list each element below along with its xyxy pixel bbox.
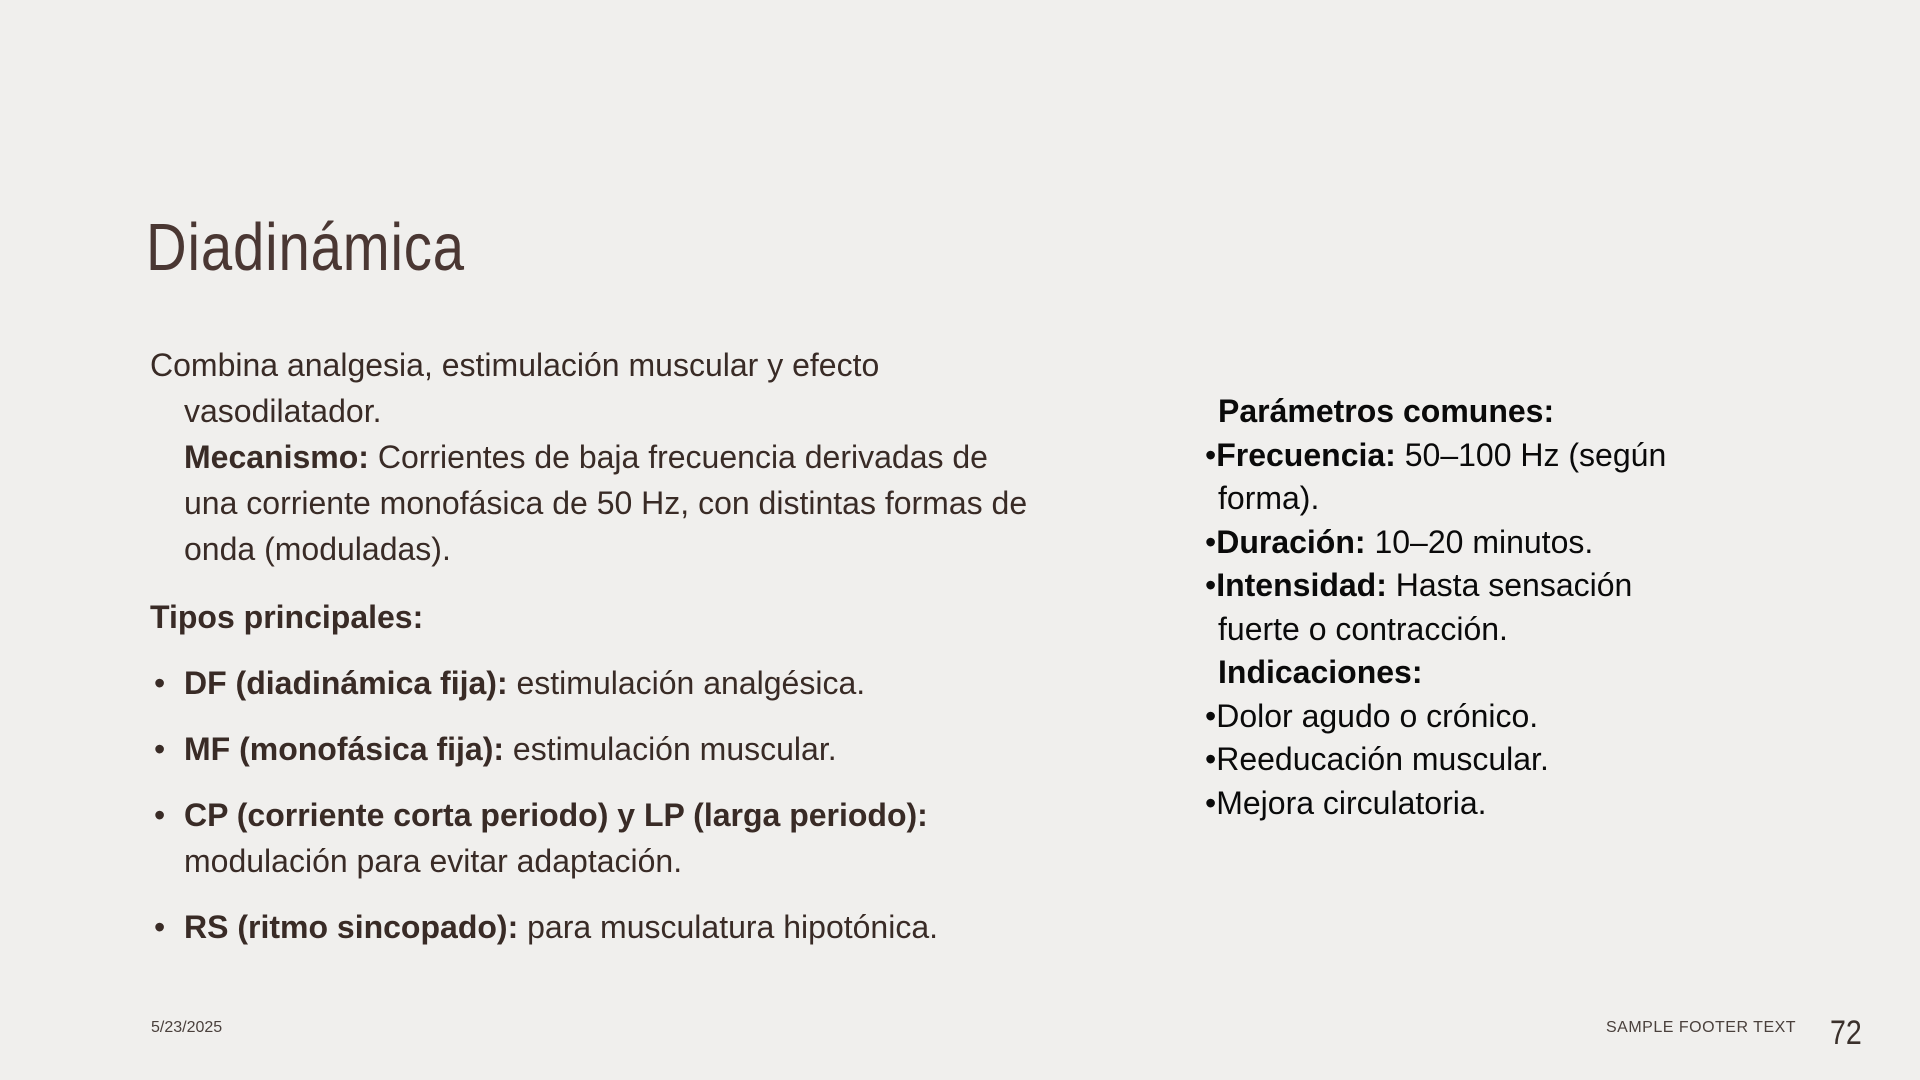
- text-line: [150, 480, 1028, 526]
- text-line: [1205, 608, 1845, 652]
- text: modulación para evitar adaptación.: [184, 843, 683, 879]
- text: Hasta sensación: [1386, 567, 1633, 603]
- bullet-line: [150, 792, 950, 838]
- text: onda (moduladas).: [184, 531, 451, 567]
- bullet-line: [150, 660, 950, 706]
- slide-title: [146, 210, 526, 285]
- text: Combina analgesia, estimulación muscular y efecto: [150, 347, 880, 383]
- text-line: [150, 838, 950, 884]
- bold-text: MF (monofásica fija):: [184, 731, 505, 767]
- bullet-marker-icon: •: [154, 797, 166, 833]
- bullet-line: [1205, 564, 1845, 608]
- text: fuerte o contracción.: [1218, 610, 1508, 647]
- bullet-line: [1205, 782, 1845, 826]
- footer-text: SAMPLE FOOTER TEXT: [1606, 1019, 1797, 1036]
- bullet-marker-icon: •: [1205, 741, 1217, 777]
- text: Reeducación muscular.: [1216, 741, 1549, 777]
- bold-text: Mecanismo:: [184, 439, 369, 475]
- bullet-marker-icon: •: [1205, 784, 1217, 821]
- page-number: [1830, 1014, 1868, 1053]
- text-line: [1205, 477, 1845, 521]
- bullet-marker-icon: •: [154, 665, 166, 701]
- bullet-line: [150, 726, 950, 772]
- text-line: [1205, 390, 1845, 434]
- bold-text: Frecuencia:: [1216, 436, 1396, 473]
- text-line: [150, 526, 950, 572]
- text: vasodilatador.: [184, 393, 382, 429]
- text: 50–100 Hz (según: [1395, 436, 1667, 473]
- bullet-line: [150, 904, 950, 950]
- text: para musculatura hipotónica.: [518, 909, 939, 945]
- bold-text: Tipos principales:: [150, 599, 424, 635]
- text-line: [150, 434, 988, 480]
- page-number-text: 72: [1830, 1014, 1862, 1052]
- bullet-marker-icon: •: [154, 909, 166, 945]
- bullet-line: [1205, 738, 1845, 782]
- text: 10–20 minutos.: [1365, 523, 1594, 560]
- footer-date: 5/23/2025: [151, 1019, 223, 1036]
- bold-text: DF (diadinámica fija):: [184, 665, 508, 701]
- bold-text: Intensidad:: [1216, 567, 1387, 603]
- bullet-marker-icon: •: [1205, 697, 1217, 734]
- bullet-marker-icon: •: [1205, 523, 1217, 560]
- bold-text: Parámetros comunes:: [1218, 393, 1555, 429]
- bold-text: Indicaciones:: [1218, 654, 1423, 690]
- text-line: [1205, 651, 1845, 695]
- bold-text: RS (ritmo sincopado):: [184, 909, 519, 945]
- left-text-block: [150, 342, 1028, 950]
- text: forma).: [1218, 480, 1320, 516]
- bullet-marker-icon: •: [1205, 567, 1217, 603]
- right-text-block: [1205, 390, 1845, 825]
- bullet-line: [1205, 695, 1845, 739]
- text: estimulación analgésica.: [507, 665, 866, 701]
- bullet-line: [1205, 521, 1845, 565]
- bold-text: Duración:: [1216, 523, 1366, 560]
- bullet-line: [1205, 434, 1845, 478]
- text: estimulación muscular.: [504, 731, 837, 767]
- bullet-marker-icon: •: [1205, 436, 1217, 473]
- text: Dolor agudo o crónico.: [1216, 697, 1539, 734]
- text-line: [150, 342, 950, 388]
- text-line: [150, 388, 950, 434]
- bold-text: CP (corriente corta periodo) y LP (larga periodo):: [184, 797, 928, 833]
- bullet-marker-icon: •: [154, 731, 166, 767]
- text: Corrientes de baja frecuencia derivadas de: [368, 439, 988, 475]
- text: Mejora circulatoria.: [1216, 784, 1487, 821]
- text: una corriente monofásica de 50 Hz, con distintas formas de: [184, 485, 1028, 521]
- slide-title-text: Diadinámica: [146, 210, 465, 285]
- text-line: [150, 594, 950, 640]
